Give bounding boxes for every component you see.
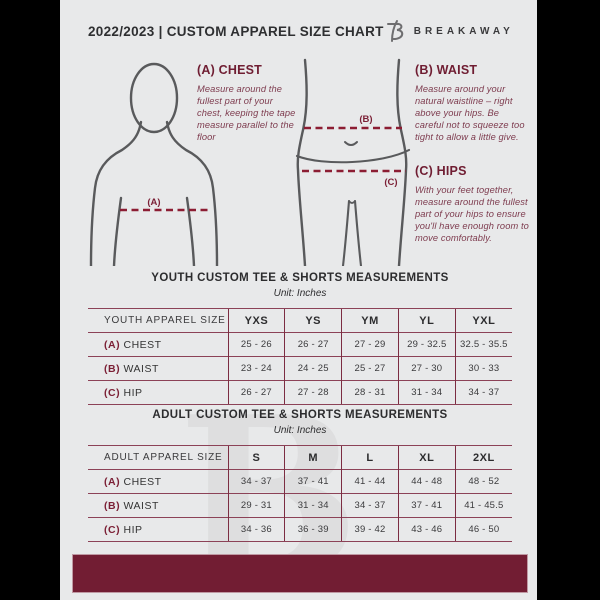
chest-marker-label: (A) [147,197,161,208]
lower-body-figure [292,58,416,266]
header [88,17,513,45]
chest-instructions: Measure around the fullest part of your chest, keeping the tape measure parallel to the floor [197,84,296,143]
size-header: YXS [228,309,285,333]
row-name: HIP [123,523,143,536]
size-cell: 28 - 31 [342,381,399,405]
table-row-hip [88,518,512,542]
size-cell: 37 - 41 [285,470,342,494]
size-cell: 25 - 26 [228,333,285,357]
size-cell: 34 - 37 [342,494,399,518]
page-title: 2022/2023 | CUSTOM APPAREL SIZE CHART [88,23,384,39]
row-name: CHEST [123,338,162,351]
size-cell: 46 - 50 [455,518,512,542]
size-cell: 27 - 29 [342,333,399,357]
size-header: 2XL [455,446,512,470]
size-cell: 24 - 25 [285,357,342,381]
size-header: XL [398,446,455,470]
adult-table-label: ADULT APPAREL SIZE [88,446,228,470]
row-label [88,470,228,494]
size-header: S [228,446,285,470]
size-cell: 31 - 34 [398,381,455,405]
breakaway-logo-icon [384,18,406,44]
table-row-chest [88,470,512,494]
size-cell: 44 - 48 [398,470,455,494]
chest-heading: (A) CHEST [197,63,262,77]
size-cell: 39 - 42 [342,518,399,542]
size-cell: 30 - 33 [455,357,512,381]
size-cell: 43 - 46 [398,518,455,542]
size-header: YS [285,309,342,333]
size-cell: 34 - 37 [455,381,512,405]
waist-heading: (B) WAIST [415,63,478,77]
size-cell: 29 - 31 [228,494,285,518]
row-name: WAIST [123,499,159,512]
brand-name: BREAKAWAY [413,25,514,37]
waist-instructions: Measure around your natural waistline – right above your hips. Be careful not to squeeze too tight to allow a little give. [415,84,525,143]
size-header: YL [398,309,455,333]
row-label [88,494,228,518]
table-row-waist [88,494,512,518]
size-cell: 41 - 45.5 [455,494,512,518]
row-label [88,381,228,405]
youth-table-title: YOUTH CUSTOM TEE & SHORTS MEASUREMENTS [151,272,449,284]
size-header: YXL [455,309,512,333]
row-label [88,518,228,542]
size-cell: 41 - 44 [342,470,399,494]
chest-guide [197,63,299,143]
size-header: L [342,446,399,470]
size-header: M [285,446,342,470]
row-letter: (B) [104,499,121,512]
row-label [88,357,228,381]
brand-lockup [384,18,514,44]
size-cell: 32.5 - 35.5 [455,333,512,357]
size-cell: 27 - 30 [398,357,455,381]
size-cell: 48 - 52 [455,470,512,494]
size-cell: 31 - 34 [285,494,342,518]
size-cell: 26 - 27 [285,333,342,357]
size-cell: 27 - 28 [285,381,342,405]
size-header: YM [342,309,399,333]
youth-table-label: YOUTH APPAREL SIZE [88,309,228,333]
size-cell: 26 - 27 [228,381,285,405]
row-letter: (A) [104,475,121,488]
row-name: CHEST [123,475,162,488]
table-row-chest [88,333,512,357]
row-letter: (A) [104,338,121,351]
waist-marker-label: (B) [359,114,373,125]
row-letter: (C) [104,386,121,399]
adult-table-title: ADULT CUSTOM TEE & SHORTS MEASUREMENTS [152,409,448,421]
size-cell: 36 - 39 [285,518,342,542]
footer-accent-bar [72,554,528,593]
adult-header-row [88,446,512,470]
table-row-waist [88,357,512,381]
size-cell: 37 - 41 [398,494,455,518]
size-cell: 23 - 24 [228,357,285,381]
hips-heading: (C) HIPS [415,164,467,178]
size-cell: 34 - 36 [228,518,285,542]
size-cell: 34 - 37 [228,470,285,494]
row-letter: (C) [104,523,121,536]
row-name: HIP [123,386,143,399]
adult-table-unit: Unit: Inches [273,425,327,436]
hips-instructions: With your feet together, measure around the fullest part of your hips to ensure you'll have enough room to move comfortably. [415,185,529,244]
row-label [88,333,228,357]
youth-size-table [88,308,512,405]
size-cell: 29 - 32.5 [398,333,455,357]
row-name: WAIST [123,362,159,375]
waist-guide [415,63,527,143]
size-chart-flyer [60,0,537,600]
youth-header-row [88,309,512,333]
hips-guide [415,164,533,244]
row-letter: (B) [104,362,121,375]
hips-marker-label: (C) [384,177,398,188]
youth-table-unit: Unit: Inches [273,288,327,299]
table-row-hip [88,381,512,405]
size-cell: 25 - 27 [342,357,399,381]
adult-size-table [88,445,512,542]
